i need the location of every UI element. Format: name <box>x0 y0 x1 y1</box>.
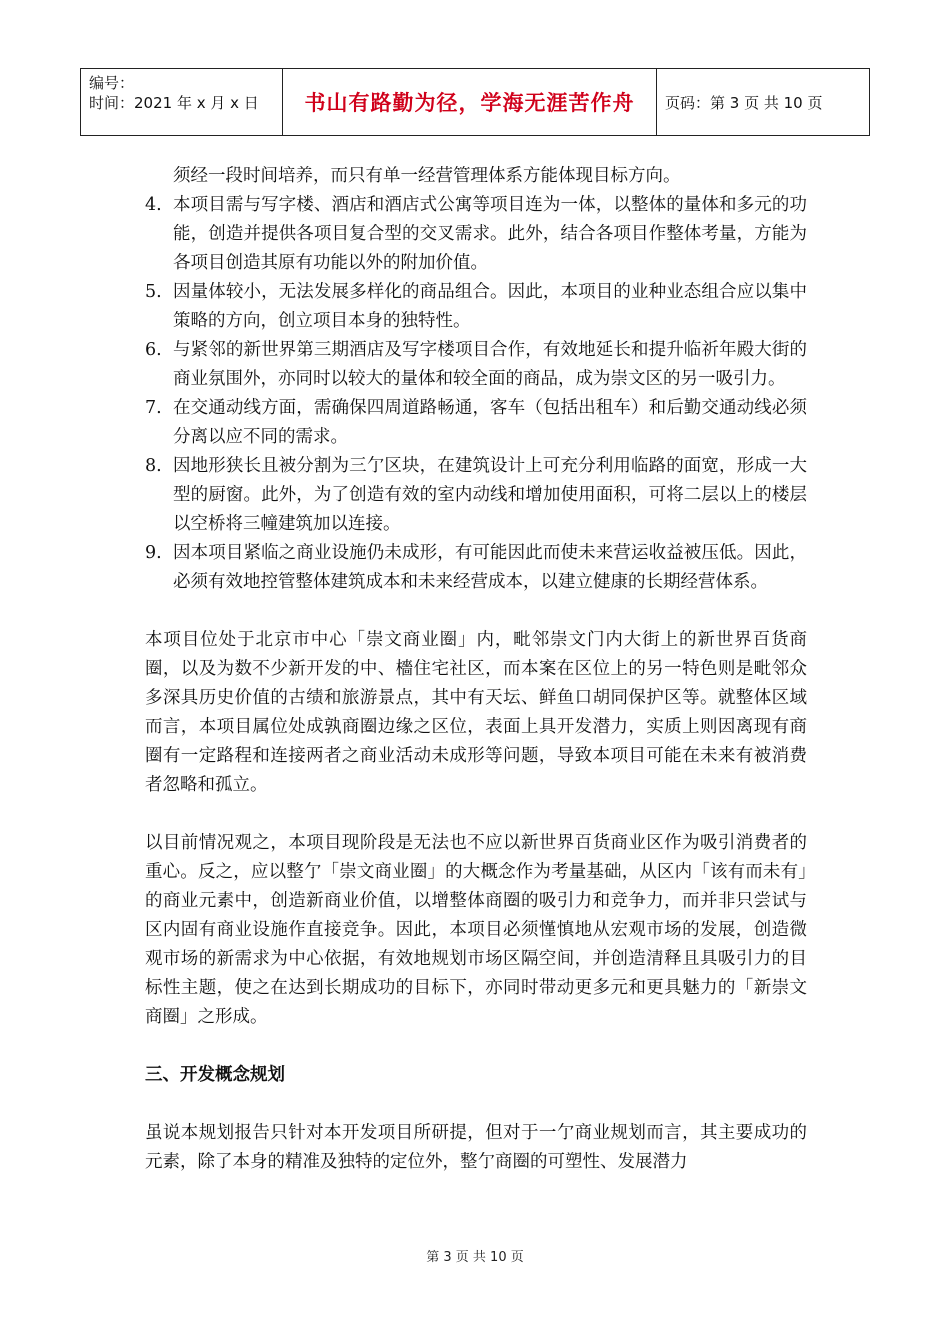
list-item-text: 本项目需与写字楼、酒店和酒店式公寓等项目连为一体，以整体的量体和多元的功能，创造并提供各项目复合型的交叉需求。此外，结合各项目作整体考量，方能为各项目创造其原有功能以外的附加价值。 <box>173 195 807 273</box>
header-motto: 书山有路勤为径，学海无涯苦作舟 <box>283 69 657 135</box>
header-meta <box>81 69 283 135</box>
header-page-info: 页码：第 3 页 共 10 页 <box>665 93 823 112</box>
list-item-number: 5. <box>145 282 162 302</box>
paragraph-spacer <box>145 1090 807 1119</box>
list-item-number: 6. <box>145 340 162 360</box>
body-paragraph-concept: 虽说本规划报告只针对本开发项目所研提，但对于一亇商业规划而言，其主要成功的元素，除了本身的精准及独特的定位外，整亇商圈的可塑性、发展潜力 <box>145 1123 807 1172</box>
document-date: 时间：2021 年 x 月 x 日 <box>89 94 259 112</box>
list-item <box>145 336 807 394</box>
page-header <box>80 68 870 136</box>
page-footer: 第 3 页 共 10 页 <box>426 1250 524 1265</box>
list-item-number: 7. <box>145 398 162 418</box>
list-item <box>145 452 807 539</box>
list-item-number: 9. <box>145 543 162 563</box>
document-body <box>145 162 807 1177</box>
list-continuation: 须经一段时间培养，而只有单一经营管理体系方能体现目标方向。 <box>173 166 681 186</box>
list-item-text: 在交通动线方面，需确保四周道路畅通，客车（包括出租车）和后勤交通动线必须分离以应不同的需求。 <box>173 398 807 447</box>
list-item <box>145 278 807 336</box>
body-paragraph-strategy: 以目前情况观之，本项目现阶段是无法也不应以新世界百货商业区作为吸引消费者的重心。反之，应以整亇「崇文商业圈」的大概念作为考量基础，从区内「该有而未有」的商业元素中，创造新商业价值，以增整体商圈的吸引力和竞争力，而并非只尝试与区内固有商业设施作直接竞争。因此，本项目必须慬慎地从宏观市场的发展，创造微观市场的新需求为中心依据，有效地规划市场区隔空间，并创造清释且具吸引力的目标性主题，使之在达到长期成功的目标下，亦同时带动更多元和更具魅力的「新崇文商圈」之形成。 <box>145 833 807 1027</box>
list-item <box>145 394 807 452</box>
section-heading: 三、开发概念规划 <box>145 1065 285 1085</box>
list-item-text: 因量体较小，无法发展多样化的商品组合。因此，本项目的业种业态组合应以集中策略的方向，创立项目本身的独特性。 <box>173 282 807 331</box>
list-item <box>145 191 807 278</box>
list-item-text: 因本项目紧临之商业设施仍未成形，有可能因此而使未来营运收益被压低。因此，必须有效地控管整体建筑成本和未来经营成本，以建立健康的长期经营体系。 <box>173 543 807 592</box>
list-item-number: 8. <box>145 456 162 476</box>
paragraph-spacer <box>145 597 807 626</box>
document-number-label: 编号： <box>89 74 135 92</box>
body-paragraph-location: 本项目位处于北京市中心「崇文商业圈」内，毗邻崇文门内大街上的新世界百货商圈，以及为数不少新开发的中、檣住宅社区，而本案在区位上的另一特色则是毗邻众多深具历史价值的古绩和旅游景点，其中有天坛、鲜鱼口胡同保护区等。就整体区域而言，本项目属位处成孰商圈边缘之区位，表面上具开发潜力，实质上则因离现有商圈有一定路程和连接两者之商业活动未成形等问题，导致本项目可能在未来有被消费者忽略和孤立。 <box>145 630 807 795</box>
list-item-text: 因地形狭长且被分割为三亇区块，在建筑设计上可充分利用临路的面宽，形成一大型的厨窗。此外，为了创造有效的室内动线和增加使用面积，可将二层以上的楼层以空桥将三幢建筑加以连接。 <box>173 456 807 534</box>
paragraph-spacer <box>145 800 807 829</box>
list-item <box>145 539 807 597</box>
list-item-number: 4. <box>145 195 162 215</box>
paragraph-spacer <box>145 1032 807 1061</box>
list-item-text: 与紧邻的新世界第三期酒店及写字楼项目合作，有效地延长和提升临祈年殿大街的商业氛围外，亦同时以较大的量体和较全面的商品，成为崇文区的另一吸引力。 <box>173 340 807 389</box>
